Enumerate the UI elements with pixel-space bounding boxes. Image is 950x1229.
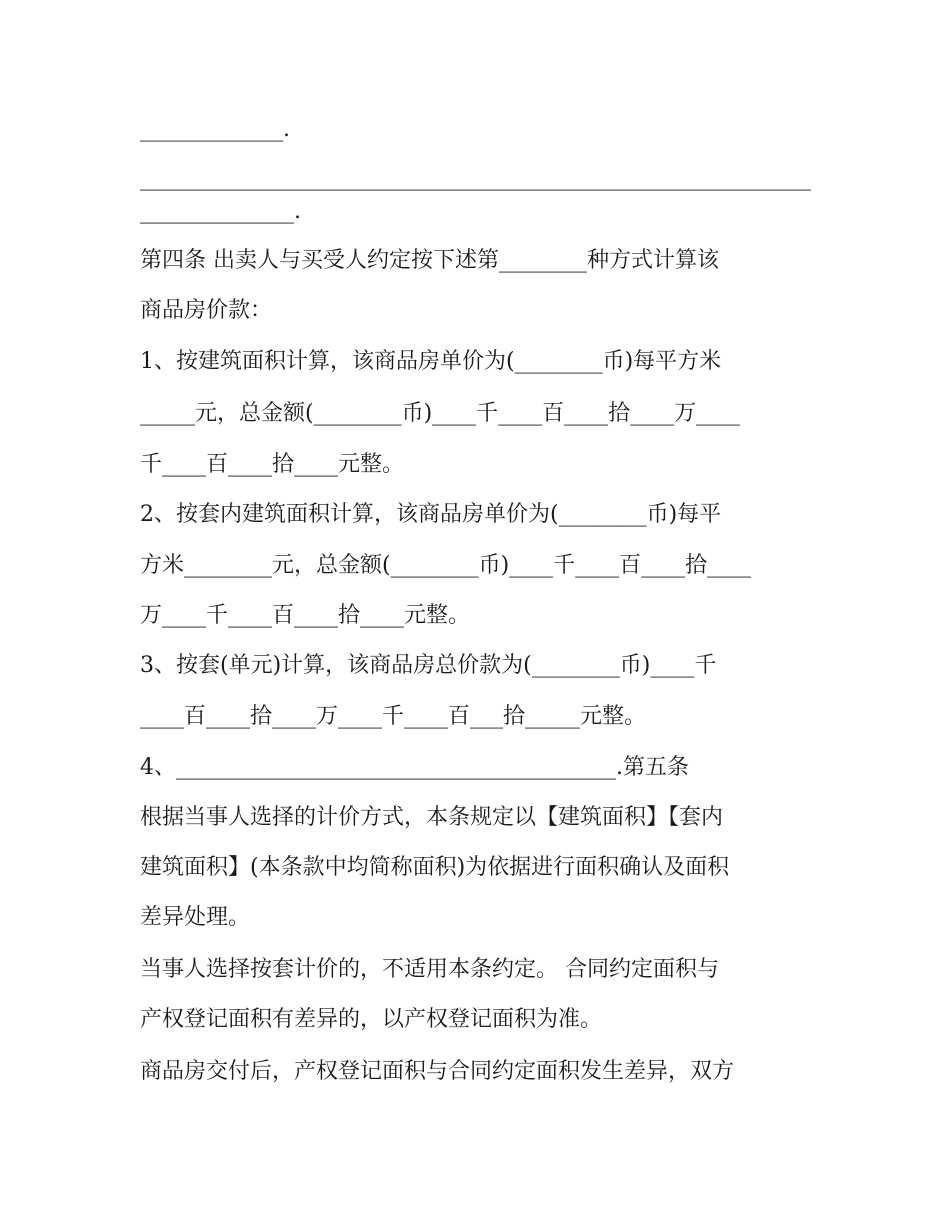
text-line: ______________. [140,199,301,224]
text-line: 方米________元，总金额(________币)____千____百____拾____ [140,553,752,578]
option-3: 3、按套(单元)计算，该商品房总价款为(________币)____千 [140,653,717,678]
text-line: 产权登记面积有差异的，以产权登记面积为准。 [140,1007,603,1032]
article-5-text: 根据当事人选择的计价方式，本条规定以【建筑面积】【套内 [140,805,724,830]
article-4-heading: 第四条 出卖人与买受人约定按下述第________种方式计算该 [140,248,719,273]
text-line: _____________. [140,117,290,142]
option-4: 4、________________________________________.第五条 [140,755,689,780]
option-1: 1、按建筑面积计算，该商品房单价为(________币)每平方米 [140,349,722,374]
text-line: 建筑面积】(本条款中均简称面积)为依据进行面积确认及面积 [140,855,730,880]
text-line: _____________________________________________________________ [140,166,811,191]
text-line: 万____千____百____拾____元整。 [140,603,471,628]
text-line: ____百____拾____万____千____百___拾_____元整。 [140,704,647,729]
text-line: 商品房价款： [140,298,273,323]
option-2: 2、按套内建筑面积计算，该商品房单价为(________币)每平 [140,502,722,527]
text-line: 商品房交付后，产权登记面积与合同约定面积发生差异，双方 [140,1059,735,1084]
text-line: 当事人选择按套计价的，不适用本条约定。 合同约定面积与 [140,957,719,982]
text-line: 千____百____拾____元整。 [140,452,405,477]
text-line: 差异处理。 [140,905,251,930]
text-line: _____元，总金额(________币)____千____百____拾____万____ [140,401,741,426]
